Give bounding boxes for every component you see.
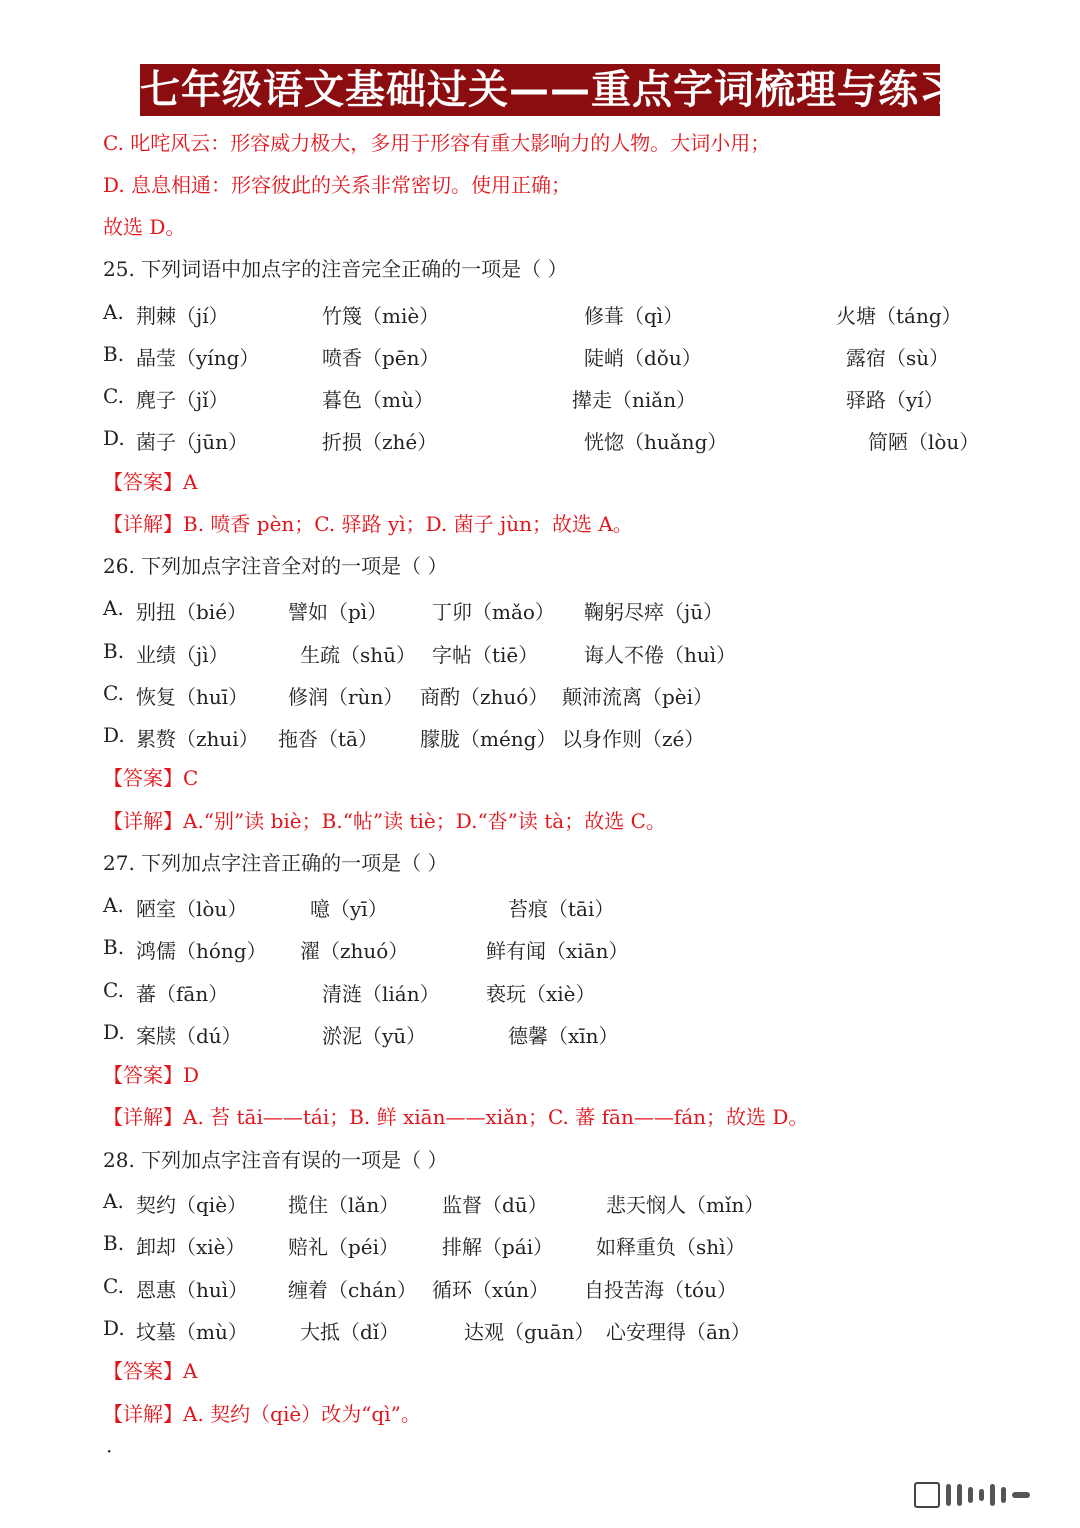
option-item: 譬如（pì） xyxy=(288,600,388,624)
question-27-stem: 27. 下列加点字注音正确的一项是（ ） xyxy=(103,851,448,875)
option-item: 卸却（xiè） xyxy=(136,1235,246,1259)
option-item: 麂子（jǐ） xyxy=(136,388,229,412)
option-item: 竹篾（miè） xyxy=(322,304,440,328)
option-item: 自投苦海（tóu） xyxy=(584,1278,737,1302)
option-item: 诲人不倦（huì） xyxy=(584,643,737,667)
option-label: C. xyxy=(103,681,124,705)
option-item: 淤泥（yū） xyxy=(322,1024,427,1048)
option-item: 鞠躬尽瘁（jū） xyxy=(584,600,724,624)
option-label: B. xyxy=(103,639,125,663)
option-item: 恢复（huī） xyxy=(136,685,249,709)
option-item: 亵玩（xiè） xyxy=(486,982,596,1006)
question-26-stem: 26. 下列加点字注音全对的一项是（ ） xyxy=(103,554,448,578)
option-item: 坟墓（mù） xyxy=(136,1320,248,1344)
option-item: 简陋（lòu） xyxy=(868,430,980,454)
question-28-explanation: 【详解】A. 契约（qiè）改为“qì”。 xyxy=(103,1402,421,1426)
option-label: D. xyxy=(103,1020,125,1044)
option-item: 达观（guān） xyxy=(464,1320,595,1344)
option-label: A. xyxy=(103,893,124,917)
option-item: 修葺（qì） xyxy=(584,304,684,328)
option-item: 缠着（chán） xyxy=(288,1278,417,1302)
question-25-stem: 25. 下列词语中加点字的注音完全正确的一项是（ ） xyxy=(103,257,568,281)
option-item: 别扭（bié） xyxy=(136,600,248,624)
option-item: 晶莹（yíng） xyxy=(136,346,260,370)
intro-line-d: D. 息息相通：形容彼此的关系非常密切。使用正确； xyxy=(103,173,572,197)
option-item: 折损（zhé） xyxy=(322,430,438,454)
watermark-logo xyxy=(914,1480,1054,1510)
option-item: 鸿儒（hóng） xyxy=(136,939,267,963)
option-label: B. xyxy=(103,935,125,959)
option-item: 颠沛流离（pèi） xyxy=(562,685,714,709)
option-item: 蕃（fān） xyxy=(136,982,229,1006)
option-label: D. xyxy=(103,723,125,747)
question-27-answer: 【答案】D xyxy=(103,1063,200,1087)
option-item: 荆棘（jí） xyxy=(136,304,229,328)
option-label: D. xyxy=(103,1316,125,1340)
question-26-explanation: 【详解】A.“别”读 biè；B.“帖”读 tiè；D.“沓”读 tà；故选 C。 xyxy=(103,809,666,833)
option-item: 揽住（lǎn） xyxy=(288,1193,400,1217)
option-item: 赔礼（péi） xyxy=(288,1235,400,1259)
option-label: B. xyxy=(103,342,125,366)
option-item: 噫（yī） xyxy=(310,897,388,921)
option-item: 心安理得（ān） xyxy=(606,1320,751,1344)
option-item: 露宿（sù） xyxy=(846,346,950,370)
option-item: 驿路（yí） xyxy=(846,388,944,412)
option-item: 生疏（shū） xyxy=(300,643,417,667)
option-item: 累赘（zhui） xyxy=(136,727,259,751)
option-label: C. xyxy=(103,1274,124,1298)
intro-conclusion: 故选 D。 xyxy=(103,215,186,239)
option-item: 恍惚（huǎng） xyxy=(584,430,728,454)
question-26-answer: 【答案】C xyxy=(103,766,199,790)
option-label: C. xyxy=(103,978,124,1002)
option-item: 朦胧（méng） xyxy=(420,727,557,751)
option-item: 拖沓（tā） xyxy=(278,727,378,751)
question-28-answer: 【答案】A xyxy=(103,1359,198,1383)
option-item: 德馨（xīn） xyxy=(508,1024,619,1048)
option-item: 以身作则（zé） xyxy=(562,727,705,751)
option-item: 暮色（mù） xyxy=(322,388,434,412)
option-item: 如释重负（shì） xyxy=(596,1235,746,1259)
option-item: 业绩（jì） xyxy=(136,643,229,667)
option-item: 陋室（lòu） xyxy=(136,897,248,921)
option-item: 清涟（lián） xyxy=(322,982,440,1006)
option-item: 丁卯（mǎo） xyxy=(432,600,555,624)
option-item: 火塘（táng） xyxy=(836,304,962,328)
option-item: 大抵（dǐ） xyxy=(300,1320,400,1344)
option-item: 排解（pái） xyxy=(442,1235,554,1259)
option-label: B. xyxy=(103,1231,125,1255)
page-title: 七年级语文基础过关——重点字词梳理与练习 xyxy=(140,64,940,116)
question-25-explanation: 【详解】B. 喷香 pèn；C. 驿路 yì；D. 菌子 jùn；故选 A。 xyxy=(103,512,633,536)
option-label: A. xyxy=(103,1189,124,1213)
intro-line-c: C. 叱咤风云：形容威力极大，多用于形容有重大影响力的人物。大词小用； xyxy=(103,131,771,155)
option-label: A. xyxy=(103,596,124,620)
option-item: 监督（dū） xyxy=(442,1193,548,1217)
footer-dot: · xyxy=(106,1439,113,1463)
option-item: 契约（qiè） xyxy=(136,1193,248,1217)
option-item: 字帖（tiē） xyxy=(432,643,539,667)
option-label: C. xyxy=(103,384,124,408)
option-item: 喷香（pēn） xyxy=(322,346,440,370)
option-item: 苔痕（tāi） xyxy=(508,897,615,921)
option-item: 修润（rùn） xyxy=(288,685,404,709)
option-item: 陡峭（dǒu） xyxy=(584,346,702,370)
option-label: D. xyxy=(103,426,125,450)
question-25-answer: 【答案】A xyxy=(103,470,198,494)
option-item: 案牍（dú） xyxy=(136,1024,242,1048)
option-item: 濯（zhuó） xyxy=(300,939,409,963)
option-item: 悲天悯人（mǐn） xyxy=(606,1193,765,1217)
option-item: 菌子（jūn） xyxy=(136,430,248,454)
option-item: 循环（xún） xyxy=(432,1278,550,1302)
question-28-stem: 28. 下列加点字注音有误的一项是（ ） xyxy=(103,1148,448,1172)
option-label: A. xyxy=(103,300,124,324)
option-item: 鲜有闻（xiān） xyxy=(486,939,629,963)
question-27-explanation: 【详解】A. 苔 tāi——tái；B. 鲜 xiān——xiǎn；C. 蕃 fān——fán；故选 D。 xyxy=(103,1105,809,1129)
option-item: 商酌（zhuó） xyxy=(420,685,549,709)
option-item: 撵走（niǎn） xyxy=(572,388,697,412)
option-item: 恩惠（huì） xyxy=(136,1278,249,1302)
